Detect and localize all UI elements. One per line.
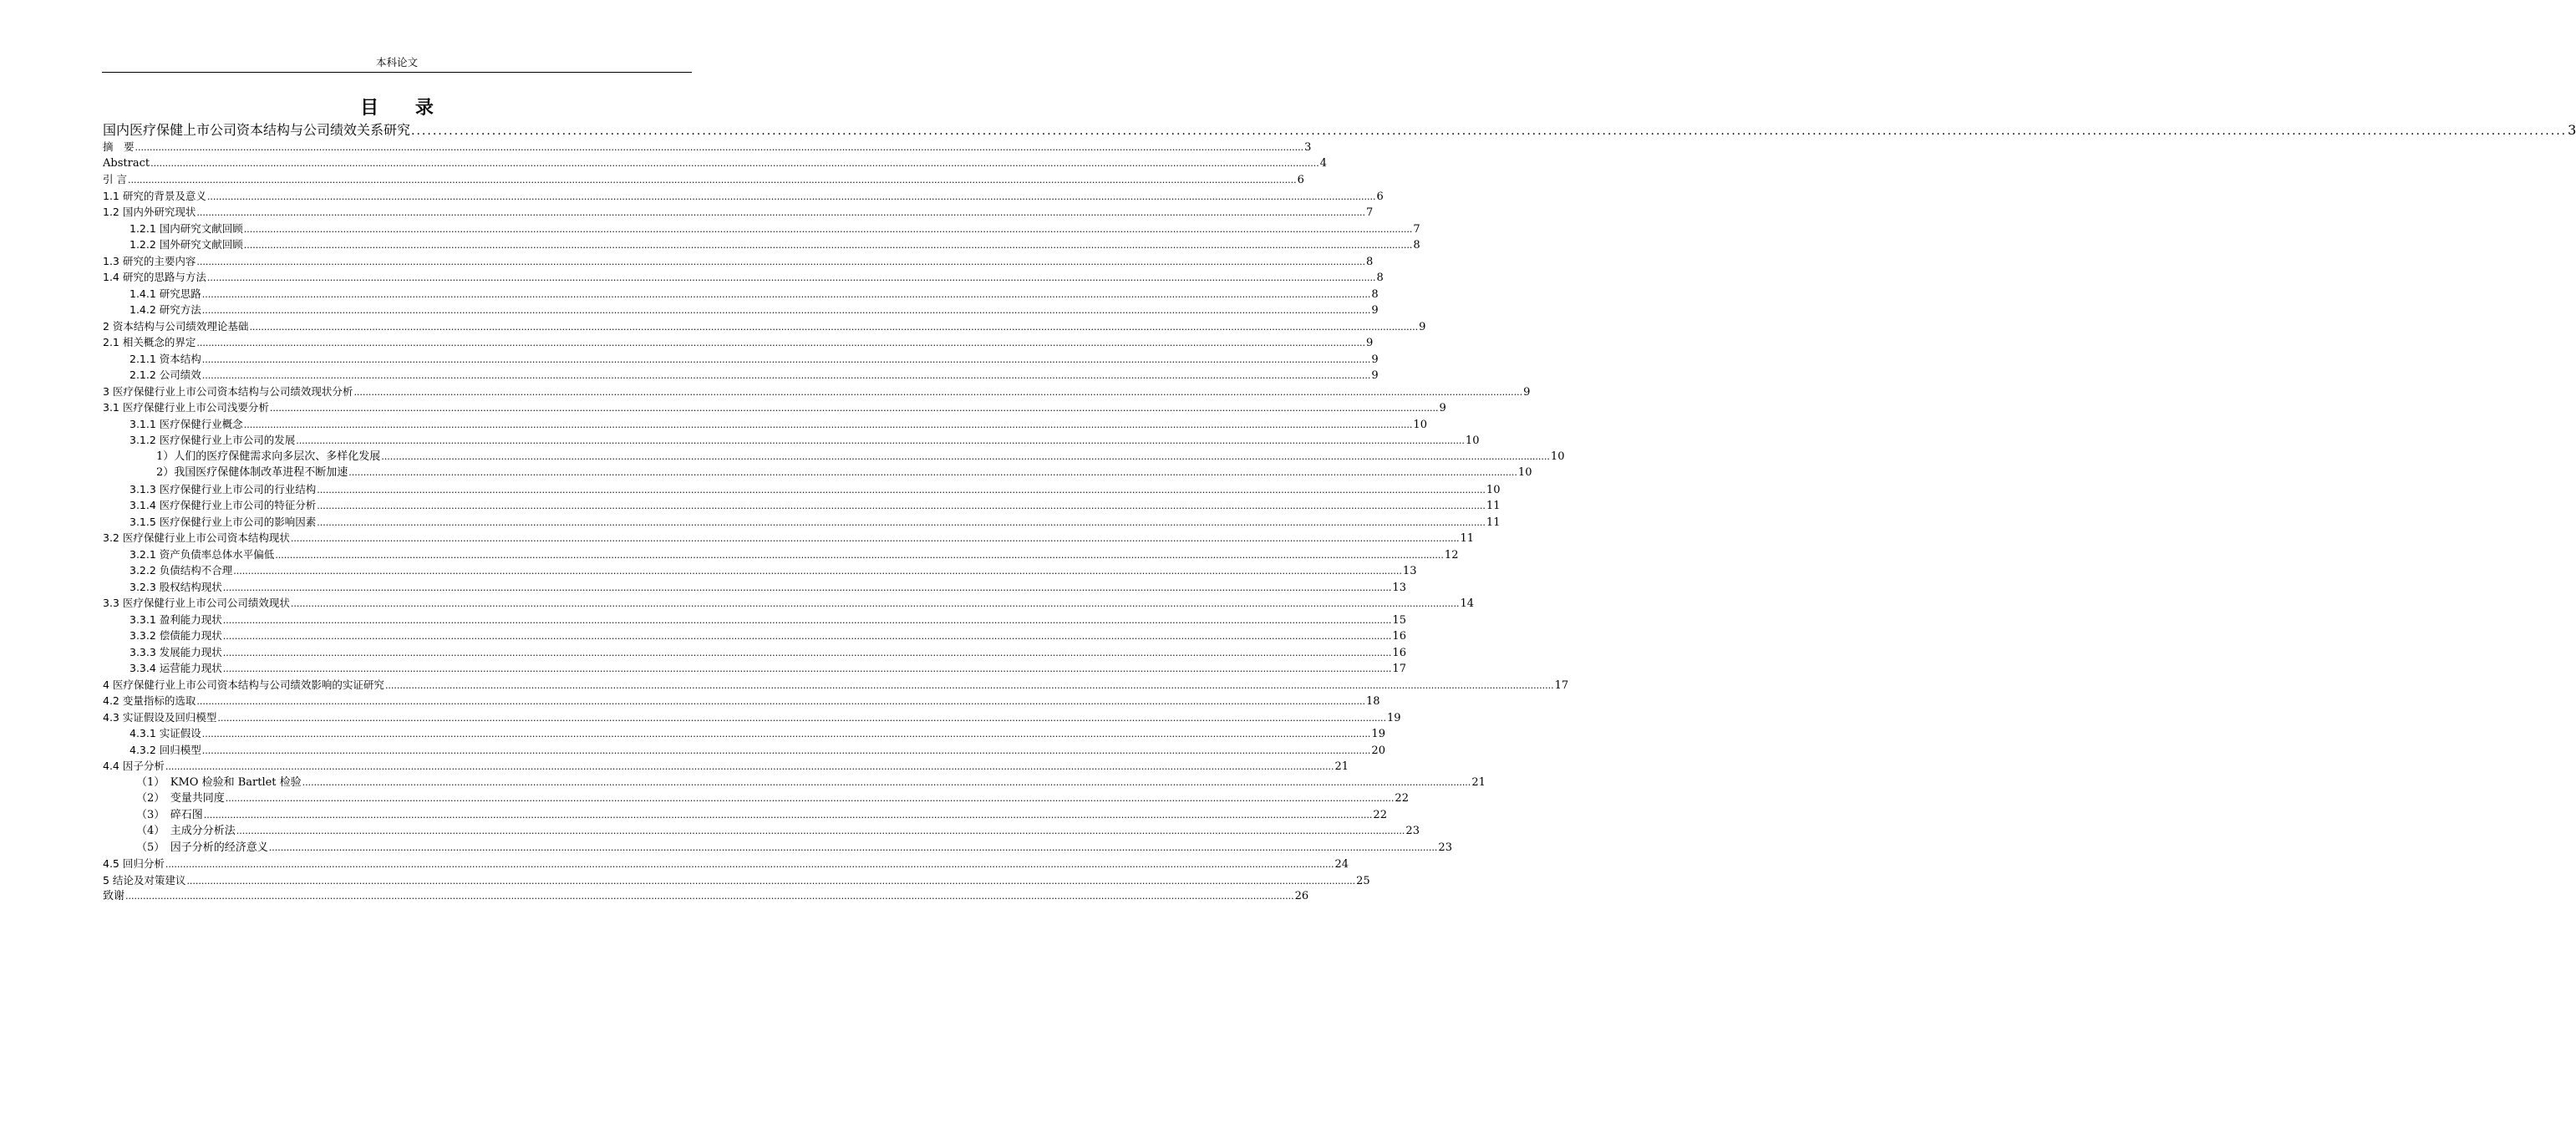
toc-page-number: 25 bbox=[1356, 874, 1370, 887]
toc-entry[interactable] bbox=[103, 334, 1374, 351]
toc-entry-title: 4.5 回归分析 bbox=[103, 857, 165, 870]
toc-entry[interactable] bbox=[103, 856, 1349, 872]
toc-entry[interactable] bbox=[103, 693, 1380, 709]
toc-page-number: 6 bbox=[1376, 190, 1384, 203]
toc-entry[interactable] bbox=[103, 399, 1446, 416]
toc-entry[interactable] bbox=[103, 171, 1304, 188]
toc-entry-title: 3.3 医疗保健行业上市公司公司绩效现状 bbox=[103, 597, 290, 609]
header-rule bbox=[102, 72, 692, 73]
toc-entry[interactable] bbox=[103, 807, 1387, 824]
toc-entry[interactable] bbox=[103, 644, 1406, 661]
toc-page-number: 9 bbox=[1523, 385, 1531, 399]
toc-leader-dots: ................................................................................................................................................................................................................................................................................................................................................................................................................ bbox=[196, 256, 1365, 267]
toc-entry-title: 2）我国医疗保健体制改革进程不断加速 bbox=[156, 466, 348, 479]
toc-leader-dots: ................................................................................................................................................................................................................................................................................................................................................................................................................ bbox=[290, 533, 1460, 544]
toc-leader-dots: ................................................................................................................................................................................................................................................................................................................................................................................................................ bbox=[201, 370, 1371, 381]
toc-entry[interactable] bbox=[103, 840, 1452, 856]
toc-entry-title: 致谢 bbox=[103, 890, 125, 902]
toc-entry[interactable] bbox=[103, 351, 1379, 368]
toc-page-number: 19 bbox=[1387, 711, 1401, 724]
toc-leader-dots: ................................................................................................................................................................................................................................................................................................................................................................................................................ bbox=[222, 614, 1392, 626]
toc-page-number: 6 bbox=[1297, 174, 1304, 186]
toc-leader-dots: ................................................................................................................................................................................................................................................................................................................................................................................................................ bbox=[201, 305, 1371, 316]
toc-page-number: 4 bbox=[1319, 156, 1327, 170]
toc-entry-title: 2.1.2 公司绩效 bbox=[130, 368, 201, 381]
toc-leader-dots: ................................................................................................................................................................................................................................................................................................................................................................................................................ bbox=[381, 450, 1550, 462]
toc-leader-dots: ................................................................................................................................................................................................................................................................................................................................................................................................................ bbox=[302, 776, 1471, 788]
toc-entry[interactable] bbox=[103, 497, 1501, 514]
toc-entry-title: （3） 碎石图 bbox=[136, 808, 203, 821]
toc-leader-dots: ................................................................................................................................................................................................................................................................................................................................................................................................................ bbox=[125, 891, 1294, 902]
toc-page-number: 23 bbox=[1438, 841, 1452, 854]
toc-leader-dots: ................................................................................................................................................................................................................................................................................................................................................................................................................ bbox=[269, 403, 1439, 414]
toc-entry-title: 1）人们的医疗保健需求向多层次、多样化发展 bbox=[156, 450, 381, 463]
toc-page-number: 9 bbox=[1371, 304, 1379, 317]
toc-entry[interactable] bbox=[103, 514, 1501, 531]
toc-entry-title: 4.3 实证假设及回归模型 bbox=[103, 710, 217, 724]
toc-entry[interactable] bbox=[103, 188, 1384, 205]
toc-leader-dots: ................................................................................................................................................................................................................................................................................................................................................................................................................ bbox=[384, 679, 1554, 691]
toc-page-number: 15 bbox=[1392, 613, 1406, 627]
toc-entry[interactable] bbox=[103, 758, 1349, 775]
toc-entry-title: （2） 变量共同度 bbox=[136, 792, 225, 805]
toc-leader-dots: ................................................................................................................................................................................................................................................................................................................................................................................................................ bbox=[127, 175, 1297, 185]
toc-page-number: 3 bbox=[2568, 122, 2576, 138]
toc-entry[interactable] bbox=[103, 546, 1459, 563]
toc-page-number: 10 bbox=[1550, 450, 1565, 463]
toc-page-number: 19 bbox=[1371, 728, 1385, 740]
toc-page-number: 10 bbox=[1465, 434, 1480, 447]
toc-entry-title: 3.1.1 医疗保健行业概念 bbox=[130, 417, 243, 430]
toc-entry[interactable] bbox=[103, 269, 1384, 286]
toc-leader-dots: ................................................................................................................................................................................................................................................................................................................................................................................................................ bbox=[165, 859, 1334, 870]
toc-leader-dots: ................................................................................................................................................................................................................................................................................................................................................................................................................ bbox=[165, 761, 1334, 772]
toc-entry[interactable] bbox=[103, 612, 1406, 628]
toc-entry-title: （4） 主成分分析法 bbox=[136, 825, 236, 837]
toc-entry[interactable] bbox=[103, 122, 2576, 139]
toc-leader-dots: ................................................................................................................................................................................................................................................................................................................................................................................................................ bbox=[317, 516, 1486, 528]
toc-page-number: 14 bbox=[1460, 597, 1475, 610]
toc-page-number: 16 bbox=[1392, 630, 1406, 643]
toc-leader-dots: ................................................................................................................................................................................................................................................................................................................................................................................................................ bbox=[135, 142, 1304, 153]
toc-leader-dots: ................................................................................................................................................................................................................................................................................................................................................................................................................ bbox=[217, 712, 1386, 724]
toc-leader-dots: ................................................................................................................................................................................................................................................................................................................................................................................................................ bbox=[201, 353, 1371, 365]
toc-entry-title: 3.1.3 医疗保健行业上市公司的行业结构 bbox=[130, 482, 317, 495]
toc-page-number: 13 bbox=[1392, 581, 1406, 594]
toc-leader-dots: ................................................................................................................................................................................................................................................................................................................................................................................................................ bbox=[150, 157, 1319, 169]
toc-entry-title: 1.4.2 研究方法 bbox=[130, 303, 201, 316]
toc-page-number: 9 bbox=[1366, 337, 1374, 349]
toc-leader-dots: ................................................................................................................................................................................................................................................................................................................................................................................................................ bbox=[201, 288, 1371, 300]
toc-entry[interactable] bbox=[103, 660, 1406, 677]
toc-page-number: 8 bbox=[1371, 287, 1379, 301]
toc-page-number: 7 bbox=[1366, 206, 1374, 219]
toc-entry-title: 4 医疗保健行业上市公司资本结构与公司绩效影响的实证研究 bbox=[103, 678, 384, 691]
toc-entry-title: 3.2 医疗保健行业上市公司资本结构现状 bbox=[103, 531, 290, 544]
toc-entry[interactable] bbox=[103, 579, 1406, 596]
toc-leader-dots: ................................................................................................................................................................................................................................................................................................................................................................................................................ bbox=[249, 321, 1419, 333]
toc-leader-dots: ................................................................................................................................................................................................................................................................................................................................................................................................................ bbox=[243, 240, 1413, 251]
toc-entry-title: （5） 因子分析的经济意义 bbox=[136, 841, 268, 854]
toc-entry-title: 3.1.2 医疗保健行业上市公司的发展 bbox=[130, 434, 296, 446]
toc-entry[interactable] bbox=[103, 204, 1374, 221]
toc-page-number: 3 bbox=[1304, 141, 1312, 154]
toc-entry[interactable] bbox=[103, 530, 1475, 546]
toc-leader-dots: ................................................................................................................................................................................................................................................................................................................................................................................................................ bbox=[243, 223, 1413, 235]
toc-entry-title: 5 结论及对策建议 bbox=[103, 873, 186, 887]
toc-entry[interactable] bbox=[103, 790, 1409, 807]
toc-entry[interactable] bbox=[103, 302, 1379, 318]
toc-page-number: 21 bbox=[1471, 775, 1486, 789]
toc-leader-dots: ................................................................................................................................................................................................................................................................................................................................................................................................................ bbox=[233, 566, 1402, 577]
toc-entry[interactable] bbox=[103, 416, 1427, 433]
toc-entry-title: 3.1.5 医疗保健行业上市公司的影响因素 bbox=[130, 515, 317, 528]
toc-entry-title: 1.2.1 国内研究文献回顾 bbox=[130, 221, 243, 235]
toc-entry-title: 摘 要 bbox=[103, 140, 135, 153]
toc-page-number: 26 bbox=[1294, 890, 1309, 902]
toc-page-number: 20 bbox=[1371, 744, 1385, 757]
toc-leader-dots: ................................................................................................................................................................................................................................................................................................................................................................................................................ bbox=[206, 191, 1376, 202]
toc-leader-dots: ................................................................................................................................................................................................................................................................................................................................................................................................................ bbox=[236, 826, 1405, 836]
toc-entry-title: 1.2.2 国外研究文献回顾 bbox=[130, 238, 243, 251]
toc-leader-dots: ................................................................................................................................................................................................................................................................................................................................................................................................................ bbox=[222, 582, 1392, 593]
toc-leader-dots: ................................................................................................................................................................................................................................................................................................................................................................................................................ bbox=[296, 435, 1465, 446]
toc-leader-dots: ................................................................................................................................................................................................................................................................................................................................................................................................................ bbox=[275, 549, 1444, 561]
toc-page-number: 11 bbox=[1460, 532, 1475, 545]
page-header: 本科论文 bbox=[375, 56, 418, 69]
toc-page-number: 23 bbox=[1405, 825, 1420, 837]
toc-entry[interactable] bbox=[103, 742, 1385, 759]
toc-entry[interactable] bbox=[103, 872, 1370, 889]
toc-entry-title: 国内医疗保健上市公司资本结构与公司绩效关系研究 bbox=[103, 122, 411, 138]
toc-entry-title: 4.3.1 实证假设 bbox=[130, 727, 201, 739]
toc-page-number: 13 bbox=[1402, 565, 1417, 577]
toc-page-number: 24 bbox=[1334, 858, 1349, 871]
toc-entry-title: 引 言 bbox=[103, 173, 127, 185]
toc-leader-dots: ................................................................................................................................................................................................................................................................................................................................................................................................................ bbox=[317, 501, 1486, 511]
table-of-contents bbox=[103, 122, 2576, 905]
toc-leader-dots: ................................................................................................................................................................................................................................................................................................................................................................................................................ bbox=[222, 631, 1392, 642]
toc-entry-title: 3.3.1 盈利能力现状 bbox=[130, 612, 222, 626]
toc-entry[interactable] bbox=[103, 775, 1486, 791]
toc-entry-title: 1.2 国内外研究现状 bbox=[103, 206, 196, 218]
toc-entry-title: 3.1.4 医疗保健行业上市公司的特征分析 bbox=[130, 499, 317, 511]
toc-entry-title: 3.3.4 运营能力现状 bbox=[130, 662, 222, 674]
toc-page-number: 11 bbox=[1486, 500, 1501, 512]
toc-page-number: 8 bbox=[1376, 272, 1384, 284]
toc-entry[interactable] bbox=[103, 823, 1420, 840]
toc-page-number: 11 bbox=[1486, 516, 1501, 529]
toc-entry[interactable] bbox=[103, 432, 1480, 449]
toc-leader-dots: ................................................................................................................................................................................................................................................................................................................................................................................................................ bbox=[348, 467, 1517, 478]
toc-page-number: 8 bbox=[1413, 239, 1420, 252]
toc-leader-dots: ................................................................................................................................................................................................................................................................................................................................................................................................................ bbox=[196, 696, 1365, 707]
toc-entry[interactable] bbox=[103, 709, 1401, 726]
toc-leader-dots: ................................................................................................................................................................................................................................................................................................................................................................................................................ bbox=[317, 484, 1486, 495]
toc-page-number: 10 bbox=[1517, 466, 1532, 479]
toc-page-number: 17 bbox=[1554, 678, 1569, 692]
toc-entry[interactable] bbox=[103, 677, 1569, 694]
toc-page-number: 12 bbox=[1444, 548, 1459, 562]
toc-page-number: 16 bbox=[1392, 646, 1406, 659]
toc-leader-dots: ................................................................................................................................................................................................................................................................................................................................................................................................................ bbox=[186, 875, 1356, 887]
toc-entry-title: 3.1 医疗保健行业上市公司浅要分析 bbox=[103, 401, 269, 414]
toc-entry-title: 4.4 因子分析 bbox=[103, 760, 165, 772]
toc-entry-title: （1） KMO 检验和 Bartlet 检验 bbox=[136, 775, 302, 789]
toc-entry-title: 1.4.1 研究思路 bbox=[130, 287, 201, 300]
toc-page-number: 18 bbox=[1366, 695, 1380, 708]
toc-page-number: 10 bbox=[1413, 418, 1427, 431]
toc-page-number: 21 bbox=[1334, 760, 1349, 773]
toc-entry[interactable] bbox=[103, 155, 1327, 172]
toc-page-number: 9 bbox=[1371, 353, 1379, 366]
toc-entry[interactable] bbox=[103, 562, 1417, 579]
toc-entry-title: 1.1 研究的背景及意义 bbox=[103, 189, 206, 202]
toc-page-number: 22 bbox=[1373, 808, 1387, 821]
toc-leader-dots: ................................................................................................................................................................................................................................................................................................................................................................................................................ bbox=[196, 338, 1365, 348]
toc-page-number: 10 bbox=[1486, 483, 1501, 496]
toc-entry[interactable] bbox=[103, 236, 1420, 253]
toc-leader-dots: ................................................................................................................................................................................................................................................................................................................................................................................................................ bbox=[222, 663, 1392, 674]
toc-entry[interactable] bbox=[103, 628, 1406, 644]
toc-entry[interactable] bbox=[103, 595, 1475, 612]
toc-entry[interactable] bbox=[103, 139, 1312, 155]
toc-entry[interactable] bbox=[103, 221, 1420, 237]
toc-entry[interactable] bbox=[103, 367, 1379, 384]
toc-entry[interactable] bbox=[103, 725, 1385, 742]
toc-entry-title: 2 资本结构与公司绩效理论基础 bbox=[103, 319, 249, 333]
toc-entry[interactable] bbox=[103, 286, 1379, 302]
toc-entry[interactable] bbox=[103, 253, 1374, 270]
toc-page-number: 8 bbox=[1366, 255, 1374, 268]
toc-entry-title: Abstract bbox=[103, 156, 150, 170]
toc-leader-dots: ................................................................................................................................................................................................................................................................................................................................................................................................................ bbox=[268, 841, 1438, 853]
toc-leader-dots: ................................................................................................................................................................................................................................................................................................................................................................................................................ bbox=[411, 124, 2568, 138]
toc-entry-title: 3.3.2 偿债能力现状 bbox=[130, 629, 222, 642]
toc-entry[interactable] bbox=[103, 888, 1309, 905]
toc-leader-dots: ................................................................................................................................................................................................................................................................................................................................................................................................................ bbox=[353, 386, 1523, 398]
toc-page-number: 9 bbox=[1371, 369, 1379, 382]
toc-leader-dots: ................................................................................................................................................................................................................................................................................................................................................................................................................ bbox=[225, 793, 1395, 804]
toc-leader-dots: ................................................................................................................................................................................................................................................................................................................................................................................................................ bbox=[290, 598, 1460, 609]
toc-entry[interactable] bbox=[103, 465, 1532, 481]
toc-page-number: 9 bbox=[1439, 402, 1446, 414]
toc-page-number: 9 bbox=[1419, 320, 1426, 333]
toc-entry-title: 3 医疗保健行业上市公司资本结构与公司绩效现状分析 bbox=[103, 384, 353, 398]
toc-entry-title: 3.2.1 资产负债率总体水平偏低 bbox=[130, 547, 275, 561]
toc-title: 目 录 bbox=[360, 98, 449, 119]
toc-leader-dots: ................................................................................................................................................................................................................................................................................................................................................................................................................ bbox=[196, 207, 1365, 218]
toc-entry-title: 2.1 相关概念的界定 bbox=[103, 336, 196, 348]
toc-entry-title: 4.3.2 回归模型 bbox=[130, 743, 201, 756]
toc-entry[interactable] bbox=[103, 449, 1565, 465]
toc-leader-dots: ................................................................................................................................................................................................................................................................................................................................................................................................................ bbox=[201, 744, 1371, 756]
toc-entry[interactable] bbox=[103, 481, 1501, 498]
toc-entry-title: 2.1.1 资本结构 bbox=[130, 352, 201, 365]
toc-leader-dots: ................................................................................................................................................................................................................................................................................................................................................................................................................ bbox=[203, 809, 1373, 821]
toc-leader-dots: ................................................................................................................................................................................................................................................................................................................................................................................................................ bbox=[222, 647, 1392, 658]
toc-entry-title: 1.3 研究的主要内容 bbox=[103, 254, 196, 267]
toc-entry-title: 3.2.3 股权结构现状 bbox=[130, 580, 222, 593]
toc-entry[interactable] bbox=[103, 384, 1531, 400]
toc-entry-title: 1.4 研究的思路与方法 bbox=[103, 271, 206, 283]
toc-page-number: 22 bbox=[1395, 792, 1409, 805]
toc-page-number: 17 bbox=[1392, 663, 1406, 675]
toc-page-number: 7 bbox=[1413, 222, 1420, 236]
toc-entry[interactable] bbox=[103, 318, 1426, 335]
toc-entry-title: 4.2 变量指标的选取 bbox=[103, 694, 196, 707]
toc-leader-dots: ................................................................................................................................................................................................................................................................................................................................................................................................................ bbox=[201, 729, 1371, 739]
toc-entry-title: 3.3.3 发展能力现状 bbox=[130, 645, 222, 658]
toc-leader-dots: ................................................................................................................................................................................................................................................................................................................................................................................................................ bbox=[206, 272, 1376, 283]
toc-entry-title: 3.2.2 负债结构不合理 bbox=[130, 564, 233, 577]
toc-leader-dots: ................................................................................................................................................................................................................................................................................................................................................................................................................ bbox=[243, 419, 1413, 430]
